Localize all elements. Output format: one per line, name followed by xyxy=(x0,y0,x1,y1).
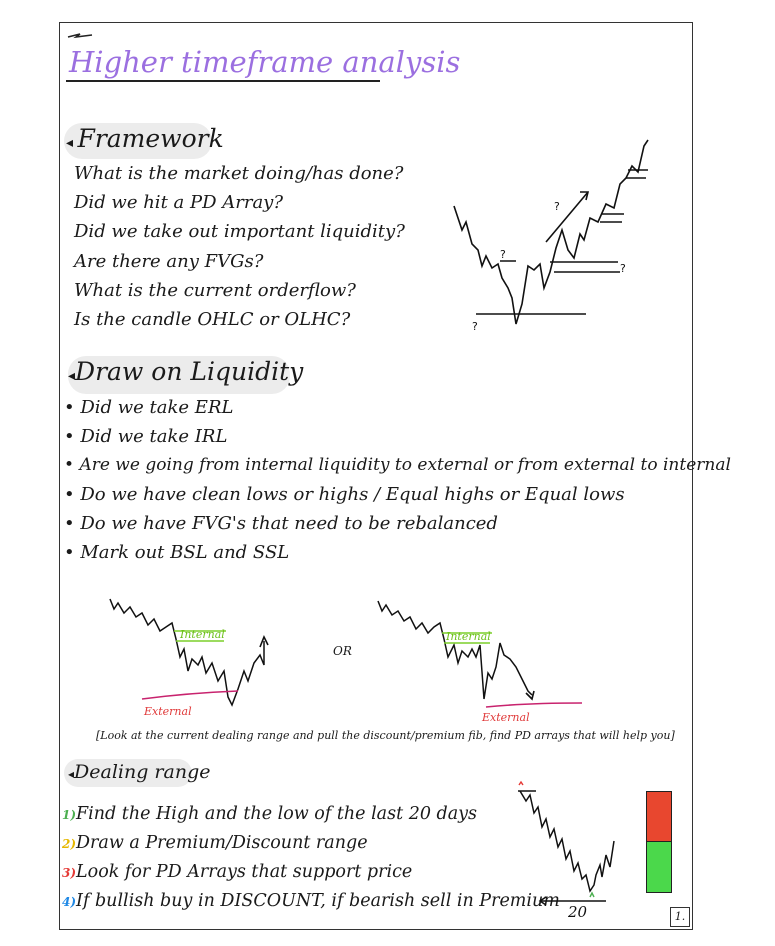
liquidity-heading-text: Draw on Liquidity xyxy=(75,357,304,386)
step-text: Find the High and the low of the last 20 days xyxy=(76,804,478,824)
liquidity-item: • Do we have clean lows or highs / Equal highs or Equal lows xyxy=(64,484,625,505)
framework-question: What is the current orderflow? xyxy=(74,280,356,301)
liquidity-diagram-right xyxy=(376,595,586,725)
dealing-range-step xyxy=(62,891,560,911)
framework-question: Did we hit a PD Array? xyxy=(74,192,283,213)
sketch-question-mark: ? xyxy=(554,200,560,213)
dealing-range-step xyxy=(62,862,412,882)
page-number: 1. xyxy=(670,907,690,927)
page-title: Higher timeframe analysis xyxy=(69,45,461,79)
bullet-icon: ◂ xyxy=(66,135,78,151)
discount-zone xyxy=(646,841,672,893)
external-label: External xyxy=(144,705,192,718)
step-text: If bullish buy in DISCOUNT, if bearish sell in Premium xyxy=(76,891,560,911)
dealing-range-step xyxy=(62,804,477,824)
framework-question: Did we take out important liquidity? xyxy=(74,221,405,242)
sketch-question-mark: ? xyxy=(472,320,478,333)
or-label: OR xyxy=(333,644,352,658)
step-text: Look for PD Arrays that support price xyxy=(76,862,413,882)
sketch-question-mark: ? xyxy=(620,262,626,275)
framework-question: Are there any FVGs? xyxy=(74,251,264,272)
bullet-icon: ◂ xyxy=(68,368,76,384)
dealing-range-heading-text: Dealing range xyxy=(74,761,211,783)
liquidity-item-text: Did we take IRL xyxy=(80,426,228,447)
step-number: 4) xyxy=(62,895,77,909)
liquidity-item-text: Do we have FVG's that need to be rebalanced xyxy=(80,513,498,534)
scribble-mark xyxy=(66,31,96,41)
step-number: 2) xyxy=(62,837,77,851)
framework-question: Is the candle OHLC or OLHC? xyxy=(74,309,351,330)
bullet-icon: ◂ xyxy=(68,767,75,781)
step-number: 1) xyxy=(62,808,77,822)
range-days-label: 20 xyxy=(568,903,588,921)
liquidity-item-text: Did we take ERL xyxy=(80,397,234,418)
framework-question: What is the market doing/has done? xyxy=(74,163,404,184)
liquidity-heading xyxy=(68,357,303,386)
liquidity-item-text: Do we have clean lows or highs / Equal highs or Equal lows xyxy=(80,484,625,505)
title-underline xyxy=(66,80,380,82)
liquidity-item: • Did we take ERL xyxy=(64,397,234,418)
liquidity-item: • Are we going from internal liquidity to external or from external to internal xyxy=(64,455,731,475)
framework-heading xyxy=(66,124,224,153)
dealing-range-step xyxy=(62,833,368,853)
internal-label: Internal xyxy=(446,630,491,643)
internal-label: Internal xyxy=(180,628,225,641)
dealing-range-heading xyxy=(68,761,210,783)
liquidity-item: • Mark out BSL and SSL xyxy=(64,542,290,563)
liquidity-item: • Do we have FVG's that need to be rebalanced xyxy=(64,513,498,534)
external-label: External xyxy=(482,711,530,724)
framework-heading-text: Framework xyxy=(77,124,224,153)
liquidity-diagram-left xyxy=(108,593,278,723)
dealing-range-note: [Look at the current dealing range and pull the discount/premium fib, find PD arrays that will help you] xyxy=(96,729,675,742)
premium-zone xyxy=(646,791,672,842)
step-text: Draw a Premium/Discount range xyxy=(76,833,368,853)
framework-price-sketch xyxy=(450,138,660,338)
step-number: 3) xyxy=(62,866,77,880)
sketch-question-mark: ? xyxy=(500,248,506,261)
liquidity-item-text: Are we going from internal liquidity to external or from external to internal xyxy=(79,455,731,475)
note-page xyxy=(59,22,731,930)
dealing-range-sketch xyxy=(530,781,630,921)
liquidity-item: • Did we take IRL xyxy=(64,426,228,447)
liquidity-item-text: Mark out BSL and SSL xyxy=(80,542,290,563)
